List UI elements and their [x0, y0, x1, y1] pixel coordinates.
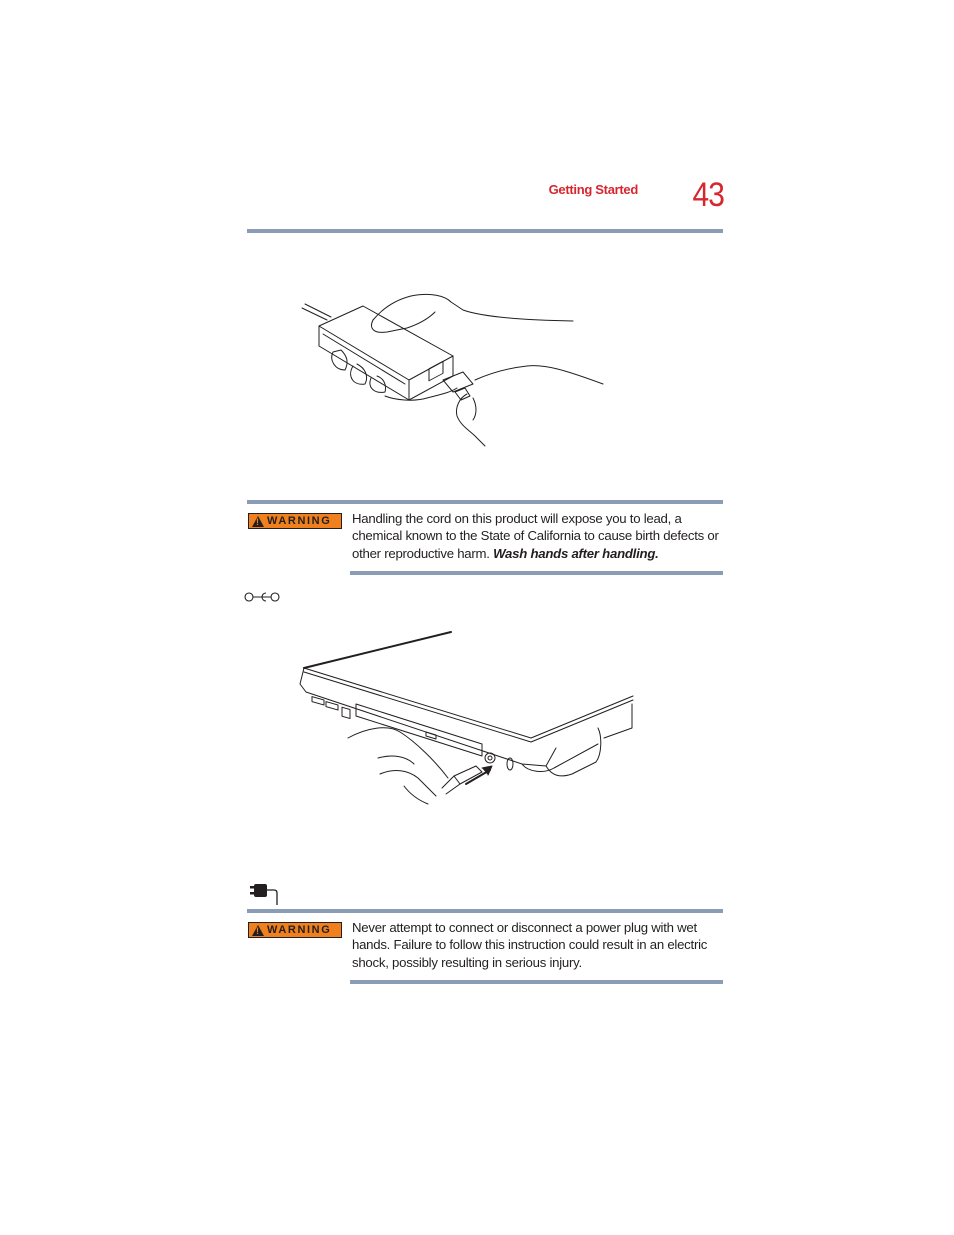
warning-triangle-icon: [252, 516, 264, 527]
warning-text: [352, 510, 724, 562]
warning-bottom-rule: [350, 980, 723, 984]
warning-text: Never attempt to connect or disconnect a power plug with wet hands. Failure to follow this instruction could result in an electric shock, possibly resulting in serious injury.: [352, 920, 708, 970]
ac-adaptor-illustration: [295, 288, 615, 453]
warning-text-emphasis: Wash hands after handling.: [493, 545, 659, 561]
warning-badge-label: WARNING: [267, 924, 332, 936]
laptop-dc-in-illustration: [296, 628, 638, 808]
warning-badge-label: WARNING: [267, 515, 332, 527]
header-rule: [247, 229, 723, 233]
warning-text-body: Handling the cord on this product will expose you to lead, a chemical known to the State of California to cause birth defects or other reproductive harm.: [352, 511, 719, 561]
dc-in-icon: [244, 590, 280, 604]
page-number: 43: [692, 176, 724, 214]
section-title: Getting Started: [548, 182, 638, 197]
warning-bottom-rule: [350, 571, 723, 575]
warning-triangle-icon: [252, 925, 264, 936]
warning-badge: [248, 922, 342, 938]
warning-top-rule: [247, 500, 723, 504]
warning-badge: [248, 513, 342, 529]
warning-top-rule: [247, 909, 723, 913]
power-plug-icon: [250, 880, 280, 906]
